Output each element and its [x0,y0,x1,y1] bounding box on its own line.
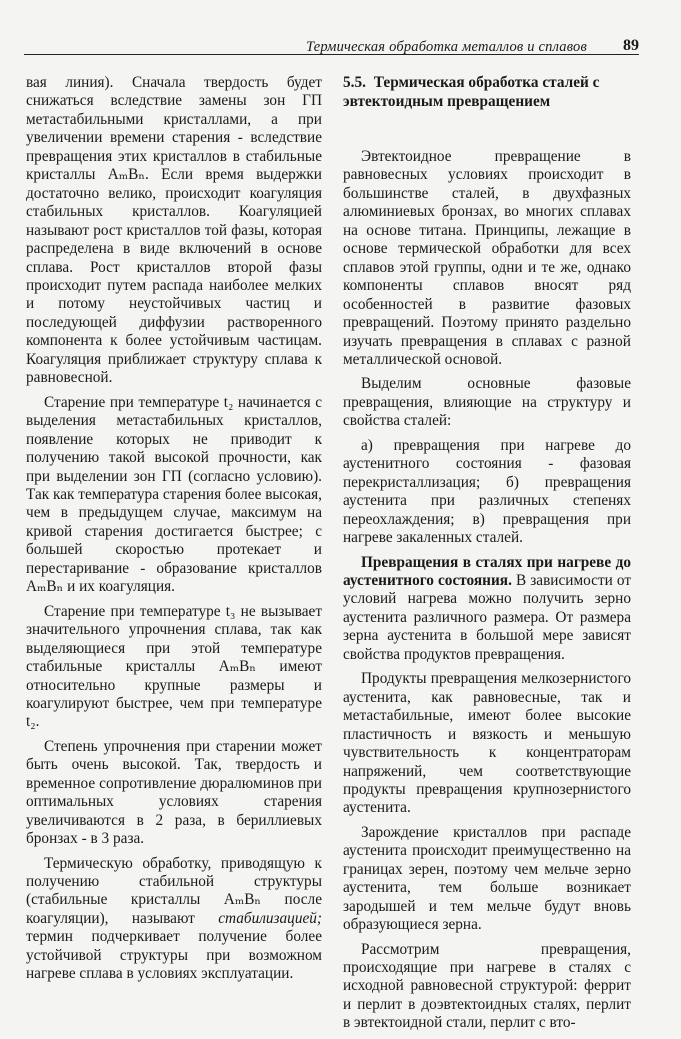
paragraph: Степень упрочнения при старении может быть очень высокой. Так, твердость и временное сопротивление дюралюминов при оптимальных условиях старения увеличиваются в 2 раза, в бериллиевых бронзах - в 3 раза. [26,737,322,848]
paragraph [343,554,631,665]
paragraph: а) превращения при нагреве до аустенитного состояния - фазовая перекристаллизация; б) превращения аустенита при различных степенях переохлаждения; в) превращения при нагреве закаленных сталей. [343,436,631,547]
header-title: Термическая обработка металлов и сплавов [306,39,587,55]
left-column [26,74,322,990]
paragraph: Эвтектоидное превращение в равновесных условиях происходит в большинстве сталей, в двухфазных алюминиевых бронзах, во многих сплавах на основе титана. Принципы, лежащие в основе термической обработки для всех сплавов этой группы, одни и те же, однако компоненты сплавов вносят ряд особенностей в развитие фазовых превращений. Поэтому принято раздельно изучать превращения в сплавах с разной металлической основой. [343,148,631,368]
paragraph-text: Термическую обработку, приводящую к получению стабильной структуры (стабильные кристаллы AₘBₙ после коагуляции), называют [26,854,322,927]
paragraph-text: В зависимости от условий нагрева можно получить зерно аустенита различного размера. От размера зерна аустенита в большой мере зависят свойства продуктов превращения. [343,571,632,663]
paragraph: Рассмотрим превращения, происходящие при нагреве в сталях с исходной равновесной структурой: феррит и перлит в доэвтектоидных сталях, перлит в эвтектоидной стали, перлит с вто- [343,940,631,1032]
paragraph: Выделим основные фазовые превращения, влияющие на структуру и свойства сталей: [343,375,631,430]
paragraph: Продукты превращения мелкозернистого аустенита, как равновесные, так и метастабильные, имеют более высокие пластичность и вязкость и меньшую чувствительность к концентраторам напряжений, чем соответствующие продукты превращения крупнозернистого аустенита. [343,670,631,817]
paragraph: Старение при температуре t₃ не вызывает значительного упрочнения сплава, так как выделяющиеся при этой температуре стабильные кристаллы AₘBₙ имеют относительно крупные размеры и коагулируют быстрее, чем при температуре t₂. [26,602,322,731]
paragraph: вая линия). Сначала твердость будет снижаться вследствие замены зон ГП метастабильными кристаллами, а при увеличении времени старения - вследствие превращения этих кристаллов в стабильные кристаллы AₘBₙ. Если время выдержки достаточно велико, происходит коагуляция стабильных кристаллов. Коагуляцией называют рост кристаллов той фазы, которая распределена в виде включений в основе сплава. Рост кристаллов второй фазы происходит путем распада наиболее мелких и потому неустойчивых частиц и последующей диффузии растворенного компонента к более устойчивым частицам. Коагуляция приближает структуру сплава к равновесной. [26,74,322,387]
run-in-heading: Превращения в сталях при нагреве до аустенитного состояния. [343,553,631,589]
running-header [24,22,639,55]
section-number: 5.5. [343,74,366,91]
section-title: Термическая обработка сталей с эвтектоидным превращением [343,74,600,110]
paragraph [26,855,322,984]
section-heading [343,74,631,111]
page-number: 89 [623,37,639,54]
term-emphasis: стабилизацией; [218,909,322,927]
right-column [343,74,631,1039]
paragraph-text: термин подчеркивает получение более устойчивой структуры при возможном нагреве сплава в условиях эксплуатации. [26,928,322,983]
paragraph: Зарождение кристаллов при распаде аустенита происходит преимущественно на границах зерен, поэтому чем мельче зерно аустенита, тем больше возникает зародышей и тем мельче будут вновь образующиеся зерна. [343,823,631,934]
paragraph: Старение при температуре t₂ начинается с выделения метастабильных кристаллов, появление которых не приводит к получению такой высокой прочности, как при выделении зон ГП (согласно условию). Так как температура старения более высокая, чем в предыдущем случае, максимум на кривой старения достигается быстрее; с большей скоростью протекает и перестаривание - образование кристаллов AₘBₙ и их коагуляция. [26,393,322,596]
